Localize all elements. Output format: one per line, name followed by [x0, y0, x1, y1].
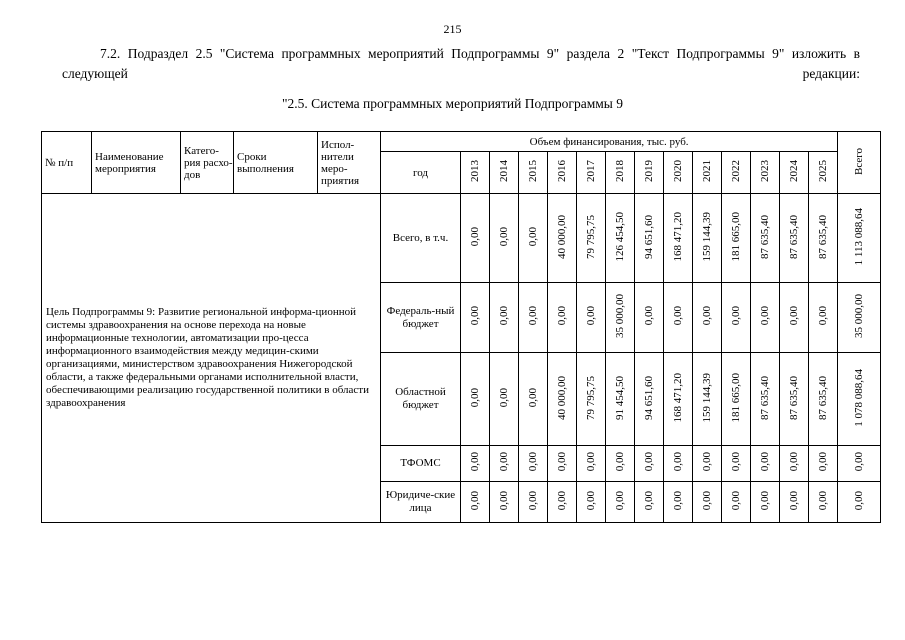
- funding-value: 0,00: [469, 490, 481, 511]
- value-cell: [722, 283, 751, 353]
- value-cell: [461, 194, 490, 283]
- funding-value: 87 635,40: [817, 214, 830, 259]
- funding-value: 40 000,00: [556, 375, 568, 420]
- funding-value: 0,00: [498, 226, 510, 247]
- value-cell: [751, 283, 780, 353]
- year-label: 2018: [614, 160, 626, 182]
- funding-value: 0,00: [788, 306, 800, 326]
- value-cell: [490, 482, 519, 523]
- value-cell: [577, 283, 606, 353]
- funding-value: 0,00: [817, 490, 830, 511]
- funding-value: 159 144,39: [701, 211, 713, 262]
- value-cell: [490, 283, 519, 353]
- funding-value: 87 635,40: [788, 214, 800, 259]
- funding-source: Федераль-ный бюджет: [381, 283, 461, 353]
- funding-value: 0,00: [614, 490, 626, 511]
- funding-value: 94 651,60: [643, 375, 655, 420]
- year-header-cell: [490, 152, 519, 194]
- funding-value: 0,00: [730, 306, 742, 326]
- funding-value: 79 795,75: [585, 375, 597, 420]
- funding-value: 0,00: [498, 387, 510, 408]
- value-cell: [693, 194, 722, 283]
- funding-value: 168 471,20: [672, 211, 684, 262]
- value-cell: [722, 482, 751, 523]
- value-cell: [635, 353, 664, 446]
- value-cell: [809, 283, 838, 353]
- funding-value: 0,00: [585, 306, 597, 326]
- value-cell: [548, 194, 577, 283]
- value-cell: [780, 283, 809, 353]
- total-value: 35 000,00: [853, 294, 866, 338]
- header-total-label: Всего: [853, 147, 866, 175]
- value-cell: [490, 194, 519, 283]
- year-header-cell: [751, 152, 780, 194]
- funding-value: 0,00: [527, 452, 539, 472]
- value-cell: [809, 353, 838, 446]
- value-cell: [461, 446, 490, 482]
- value-cell: [664, 194, 693, 283]
- funding-value: 159 144,39: [701, 372, 713, 423]
- year-label: 2024: [788, 160, 800, 182]
- value-cell: [809, 446, 838, 482]
- header-name: Наименование мероприятия: [92, 132, 181, 194]
- header-num: № п/п: [42, 132, 92, 194]
- amendment-paragraph: 7.2. Подраздел 2.5 "Система программных мероприятий Подпрограммы 9" раздела 2 "Текст Подпрограммы 9" изложить в следующей редакции:: [62, 46, 860, 81]
- year-header-cell: [461, 152, 490, 194]
- year-header-cell: [577, 152, 606, 194]
- value-cell: [548, 482, 577, 523]
- funding-value: 0,00: [643, 452, 655, 472]
- funding-value: 0,00: [701, 490, 713, 511]
- funding-value: 0,00: [469, 306, 481, 326]
- value-cell: [780, 482, 809, 523]
- value-cell: [577, 482, 606, 523]
- funding-value: 181 665,00: [730, 372, 742, 423]
- year-header-cell: [780, 152, 809, 194]
- total-cell: [838, 353, 881, 446]
- value-cell: [780, 194, 809, 283]
- value-cell: [577, 194, 606, 283]
- value-cell: [664, 353, 693, 446]
- funding-value: 0,00: [643, 306, 655, 326]
- value-cell: [780, 446, 809, 482]
- value-cell: [693, 482, 722, 523]
- year-header-cell: [548, 152, 577, 194]
- year-header-cell: [635, 152, 664, 194]
- funding-value: 79 795,75: [585, 214, 597, 259]
- year-label: 2019: [643, 160, 655, 182]
- value-cell: [722, 194, 751, 283]
- total-cell: [838, 283, 881, 353]
- value-cell: [693, 446, 722, 482]
- funding-value: 0,00: [469, 226, 481, 247]
- header-executors: Испол-нители меро-приятия: [318, 132, 381, 194]
- funding-value: 0,00: [527, 306, 539, 326]
- value-cell: [635, 446, 664, 482]
- funding-value: 0,00: [672, 490, 684, 511]
- funding-value: 0,00: [556, 490, 568, 511]
- year-label: 2023: [759, 160, 771, 182]
- value-cell: [606, 482, 635, 523]
- value-cell: [519, 283, 548, 353]
- funding-value: 0,00: [817, 306, 830, 326]
- value-cell: [577, 446, 606, 482]
- funding-value: 0,00: [556, 306, 568, 326]
- header-funding: Объем финансирования, тыс. руб.: [381, 132, 838, 152]
- year-header-cell: [693, 152, 722, 194]
- funding-value: 0,00: [527, 490, 539, 511]
- funding-value: 87 635,40: [817, 375, 830, 420]
- header-category: Катего-рия расхо-дов: [181, 132, 234, 194]
- year-header-cell: [519, 152, 548, 194]
- funding-value: 94 651,60: [643, 214, 655, 259]
- funding-value: 168 471,20: [672, 372, 684, 423]
- year-label: 2016: [556, 160, 568, 182]
- total-cell: [838, 194, 881, 283]
- value-cell: [577, 353, 606, 446]
- funding-value: 0,00: [759, 452, 771, 472]
- value-cell: [606, 353, 635, 446]
- value-cell: [490, 446, 519, 482]
- funding-value: 0,00: [730, 452, 742, 472]
- funding-value: 87 635,40: [759, 214, 771, 259]
- value-cell: [548, 283, 577, 353]
- value-cell: [751, 482, 780, 523]
- funding-value: 0,00: [585, 452, 597, 472]
- year-label: 2021: [701, 160, 713, 182]
- funding-value: 91 454,50: [614, 375, 626, 420]
- value-cell: [519, 482, 548, 523]
- value-cell: [519, 446, 548, 482]
- funding-value: 0,00: [759, 306, 771, 326]
- value-cell: [751, 194, 780, 283]
- funding-value: 0,00: [498, 490, 510, 511]
- year-label: 2025: [817, 160, 830, 182]
- funding-row: [42, 194, 881, 283]
- value-cell: [809, 194, 838, 283]
- funding-value: 0,00: [614, 452, 626, 472]
- funding-value: 0,00: [817, 452, 830, 472]
- year-header-cell: [664, 152, 693, 194]
- funding-value: 0,00: [498, 452, 510, 472]
- funding-value: 0,00: [585, 490, 597, 511]
- value-cell: [751, 353, 780, 446]
- value-cell: [751, 446, 780, 482]
- funding-value: 0,00: [527, 387, 539, 408]
- value-cell: [664, 482, 693, 523]
- funding-value: 0,00: [788, 490, 800, 511]
- header-total: [838, 132, 881, 194]
- value-cell: [461, 482, 490, 523]
- header-year: год: [381, 152, 461, 194]
- value-cell: [809, 482, 838, 523]
- year-label: 2013: [469, 160, 481, 182]
- page-number: 215: [443, 22, 462, 36]
- year-header-cell: [809, 152, 838, 194]
- value-cell: [519, 353, 548, 446]
- value-cell: [635, 283, 664, 353]
- value-cell: [635, 482, 664, 523]
- value-cell: [664, 283, 693, 353]
- funding-value: 0,00: [672, 306, 684, 326]
- value-cell: [548, 446, 577, 482]
- total-value: 0,00: [853, 452, 866, 472]
- value-cell: [461, 353, 490, 446]
- value-cell: [606, 194, 635, 283]
- total-value: 1 113 088,64: [853, 207, 866, 266]
- total-cell: [838, 482, 881, 523]
- value-cell: [722, 353, 751, 446]
- year-header-cell: [722, 152, 751, 194]
- funding-value: 0,00: [701, 306, 713, 326]
- value-cell: [461, 283, 490, 353]
- funding-value: 87 635,40: [788, 375, 800, 420]
- total-value: 1 078 088,64: [853, 368, 866, 427]
- funding-source: Всего, в т.ч.: [381, 194, 461, 283]
- funding-value: 87 635,40: [759, 375, 771, 420]
- value-cell: [635, 194, 664, 283]
- value-cell: [490, 353, 519, 446]
- funding-source: Областной бюджет: [381, 353, 461, 446]
- program-measures-table: [41, 131, 881, 523]
- funding-value: 0,00: [527, 226, 539, 247]
- funding-value: 0,00: [498, 306, 510, 326]
- year-label: 2022: [730, 160, 742, 182]
- value-cell: [606, 446, 635, 482]
- value-cell: [548, 353, 577, 446]
- year-header-cell: [606, 152, 635, 194]
- funding-value: 35 000,00: [614, 294, 626, 338]
- header-terms: Сроки выполнения: [234, 132, 318, 194]
- value-cell: [693, 283, 722, 353]
- total-value: 0,00: [853, 490, 866, 511]
- funding-value: 0,00: [556, 452, 568, 472]
- year-label: 2014: [498, 160, 510, 182]
- funding-value: 0,00: [643, 490, 655, 511]
- funding-value: 0,00: [469, 387, 481, 408]
- value-cell: [722, 446, 751, 482]
- value-cell: [780, 353, 809, 446]
- year-label: 2015: [527, 160, 539, 182]
- funding-value: 0,00: [701, 452, 713, 472]
- subprogram-goal: Цель Подпрограммы 9: Развитие региональной информа-ционной системы здравоохранения на основе перехода на новые информационные технологии, автоматизации про-цесса информационного взаимодействия между медицин-скими организациями, министерством здравоохранения Нижегородской области, а также федеральными органами исполнительной власти, обеспечивающими реализацию государственной политики в области здравоохранения: [42, 194, 381, 523]
- funding-value: 0,00: [788, 452, 800, 472]
- funding-value: 0,00: [730, 490, 742, 511]
- value-cell: [606, 283, 635, 353]
- funding-value: 126 454,50: [614, 211, 626, 262]
- year-label: 2017: [585, 160, 597, 182]
- section-subtitle: "2.5. Система программных мероприятий Подпрограммы 9: [281, 96, 623, 111]
- funding-value: 0,00: [759, 490, 771, 511]
- value-cell: [693, 353, 722, 446]
- funding-source: Юридиче-ские лица: [381, 482, 461, 523]
- funding-value: 181 665,00: [730, 211, 742, 262]
- value-cell: [664, 446, 693, 482]
- funding-value: 0,00: [469, 452, 481, 472]
- funding-source: ТФОМС: [381, 446, 461, 482]
- value-cell: [519, 194, 548, 283]
- funding-value: 40 000,00: [556, 214, 568, 259]
- year-label: 2020: [672, 160, 684, 182]
- total-cell: [838, 446, 881, 482]
- funding-value: 0,00: [672, 452, 684, 472]
